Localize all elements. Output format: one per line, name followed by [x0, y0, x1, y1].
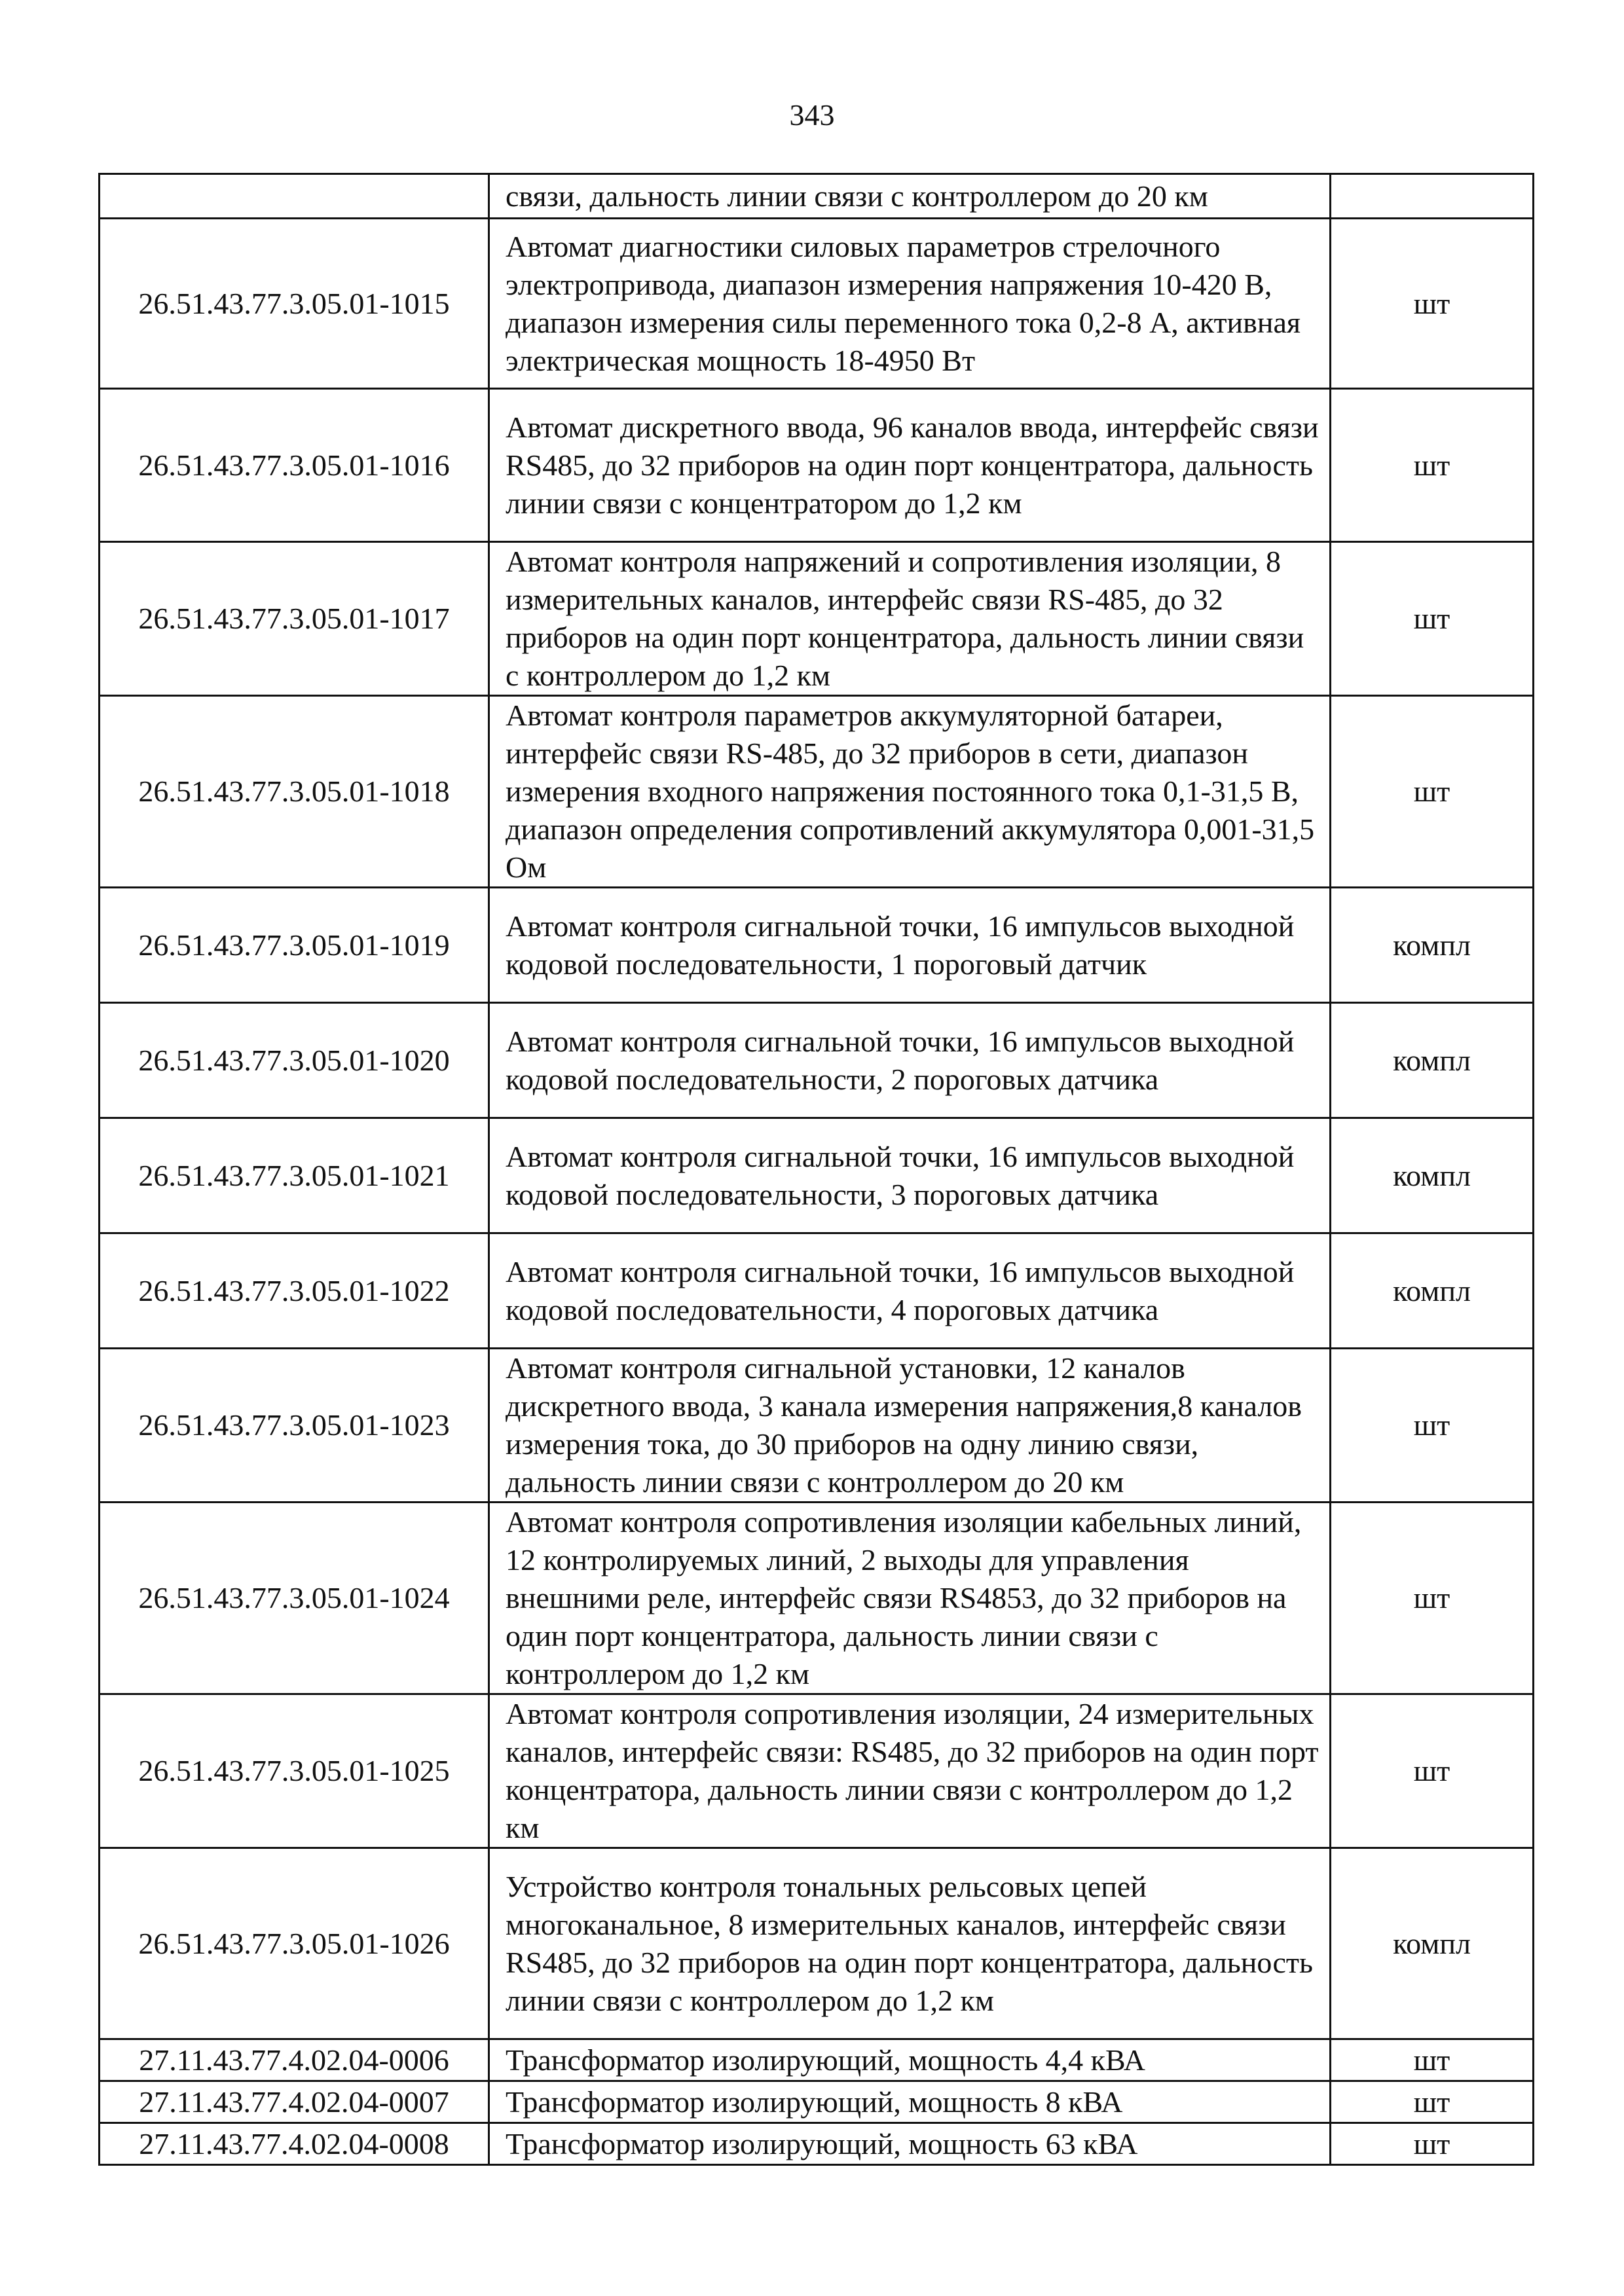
resource-code-cell: 26.51.43.77.3.05.01-1026 — [100, 1848, 489, 2039]
unit-cell: шт — [1331, 219, 1534, 389]
unit-cell: шт — [1331, 1694, 1534, 1848]
resource-code-cell: 26.51.43.77.3.05.01-1015 — [100, 219, 489, 389]
unit-cell: компл — [1331, 888, 1534, 1003]
resource-description-cell: Автомат контроля сигнальной точки, 16 импульсов выходной кодовой последовательности, 1 пороговый датчик — [489, 888, 1331, 1003]
table-row — [100, 1694, 1534, 1848]
unit-cell: шт — [1331, 1349, 1534, 1503]
unit-cell: шт — [1331, 2039, 1534, 2081]
resource-description-cell: связи, дальность линии связи с контроллером до 20 км — [489, 174, 1331, 219]
resource-code-cell: 27.11.43.77.4.02.04-0006 — [100, 2039, 489, 2081]
table-body — [100, 174, 1534, 2165]
table-row — [100, 1349, 1534, 1503]
table-row — [100, 2123, 1534, 2165]
unit-cell: компл — [1331, 1233, 1534, 1349]
resource-description-cell: Автомат контроля сигнальной установки, 12 каналов дискретного ввода, 3 канала измерения напряжения,8 каналов измерения тока, до 30 приборов на одну линию связи, дальность линии связи с контроллером до 20 км — [489, 1349, 1331, 1503]
table-row — [100, 888, 1534, 1003]
table-row — [100, 389, 1534, 542]
resource-description-cell: Автомат контроля сопротивления изоляции кабельных линий, 12 контролируемых линий, 2 выходы для управления внешними реле, интерфейс связи RS4853, до 32 приборов на один порт концентратора, дальность линии связи с контроллером до 1,2 км — [489, 1503, 1331, 1694]
resource-description-cell: Автомат контроля напряжений и сопротивления изоляции, 8 измерительных каналов, интерфейс связи RS-485, до 32 приборов на один порт концентратора, дальность линии связи с контроллером до 1,2 км — [489, 542, 1331, 696]
table-row — [100, 1503, 1534, 1694]
resource-description-cell: Автомат контроля сигнальной точки, 16 импульсов выходной кодовой последовательности, 3 пороговых датчика — [489, 1118, 1331, 1233]
resource-code-cell: 27.11.43.77.4.02.04-0007 — [100, 2081, 489, 2123]
resource-description-cell: Автомат контроля сопротивления изоляции, 24 измерительных каналов, интерфейс связи: RS485, до 32 приборов на один порт концентратора, дальность линии связи с контроллером до 1,2 км — [489, 1694, 1331, 1848]
table-row — [100, 219, 1534, 389]
table-row — [100, 696, 1534, 888]
unit-cell: компл — [1331, 1848, 1534, 2039]
unit-cell: шт — [1331, 389, 1534, 542]
resource-description-cell: Автомат контроля параметров аккумуляторной батареи, интерфейс связи RS-485, до 32 приборов в сети, диапазон измерения входного напряжения постоянного тока 0,1-31,5 В, диапазон определения сопротивлений аккумулятора 0,001-31,5 Ом — [489, 696, 1331, 888]
resource-code-cell: 26.51.43.77.3.05.01-1022 — [100, 1233, 489, 1349]
resource-description-cell: Автомат дискретного ввода, 96 каналов ввода, интерфейс связи RS485, до 32 приборов на один порт концентратора, дальность линии связи с концентратором до 1,2 км — [489, 389, 1331, 542]
resource-description-cell: Автомат контроля сигнальной точки, 16 импульсов выходной кодовой последовательности, 4 пороговых датчика — [489, 1233, 1331, 1349]
resource-code-cell: 26.51.43.77.3.05.01-1025 — [100, 1694, 489, 1848]
table-row — [100, 2081, 1534, 2123]
resource-code-cell: 26.51.43.77.3.05.01-1021 — [100, 1118, 489, 1233]
page-number: 343 — [789, 98, 835, 132]
resource-description-cell: Трансформатор изолирующий, мощность 63 кВА — [489, 2123, 1331, 2165]
resource-code-cell: 26.51.43.77.3.05.01-1016 — [100, 389, 489, 542]
resource-code-cell: 26.51.43.77.3.05.01-1018 — [100, 696, 489, 888]
resource-code-cell: 26.51.43.77.3.05.01-1024 — [100, 1503, 489, 1694]
resource-code-cell: 26.51.43.77.3.05.01-1017 — [100, 542, 489, 696]
table-row — [100, 2039, 1534, 2081]
resource-code-cell: 27.11.43.77.4.02.04-0008 — [100, 2123, 489, 2165]
resource-code-cell — [100, 174, 489, 219]
table-row — [100, 1233, 1534, 1349]
unit-cell: шт — [1331, 1503, 1534, 1694]
resource-description-cell: Автомат контроля сигнальной точки, 16 импульсов выходной кодовой последовательности, 2 пороговых датчика — [489, 1003, 1331, 1118]
resource-description-cell: Автомат диагностики силовых параметров стрелочного электропривода, диапазон измерения напряжения 10-420 В, диапазон измерения силы переменного тока 0,2-8 А, активная электрическая мощность 18-4950 Вт — [489, 219, 1331, 389]
resource-code-cell: 26.51.43.77.3.05.01-1023 — [100, 1349, 489, 1503]
unit-cell — [1331, 174, 1534, 219]
resource-table — [98, 173, 1534, 2166]
unit-cell: шт — [1331, 2123, 1534, 2165]
table-row — [100, 542, 1534, 696]
table-row — [100, 1118, 1534, 1233]
unit-cell: шт — [1331, 542, 1534, 696]
resource-description-cell: Устройство контроля тональных рельсовых цепей многоканальное, 8 измерительных каналов, интерфейс связи RS485, до 32 приборов на один порт концентратора, дальность линии связи с контроллером до 1,2 км — [489, 1848, 1331, 2039]
unit-cell: шт — [1331, 696, 1534, 888]
resource-description-cell: Трансформатор изолирующий, мощность 4,4 кВА — [489, 2039, 1331, 2081]
resource-description-cell: Трансформатор изолирующий, мощность 8 кВА — [489, 2081, 1331, 2123]
table-row — [100, 1003, 1534, 1118]
unit-cell: компл — [1331, 1118, 1534, 1233]
table-row — [100, 1848, 1534, 2039]
resource-code-cell: 26.51.43.77.3.05.01-1020 — [100, 1003, 489, 1118]
unit-cell: компл — [1331, 1003, 1534, 1118]
table-row — [100, 174, 1534, 219]
unit-cell: шт — [1331, 2081, 1534, 2123]
resource-code-cell: 26.51.43.77.3.05.01-1019 — [100, 888, 489, 1003]
